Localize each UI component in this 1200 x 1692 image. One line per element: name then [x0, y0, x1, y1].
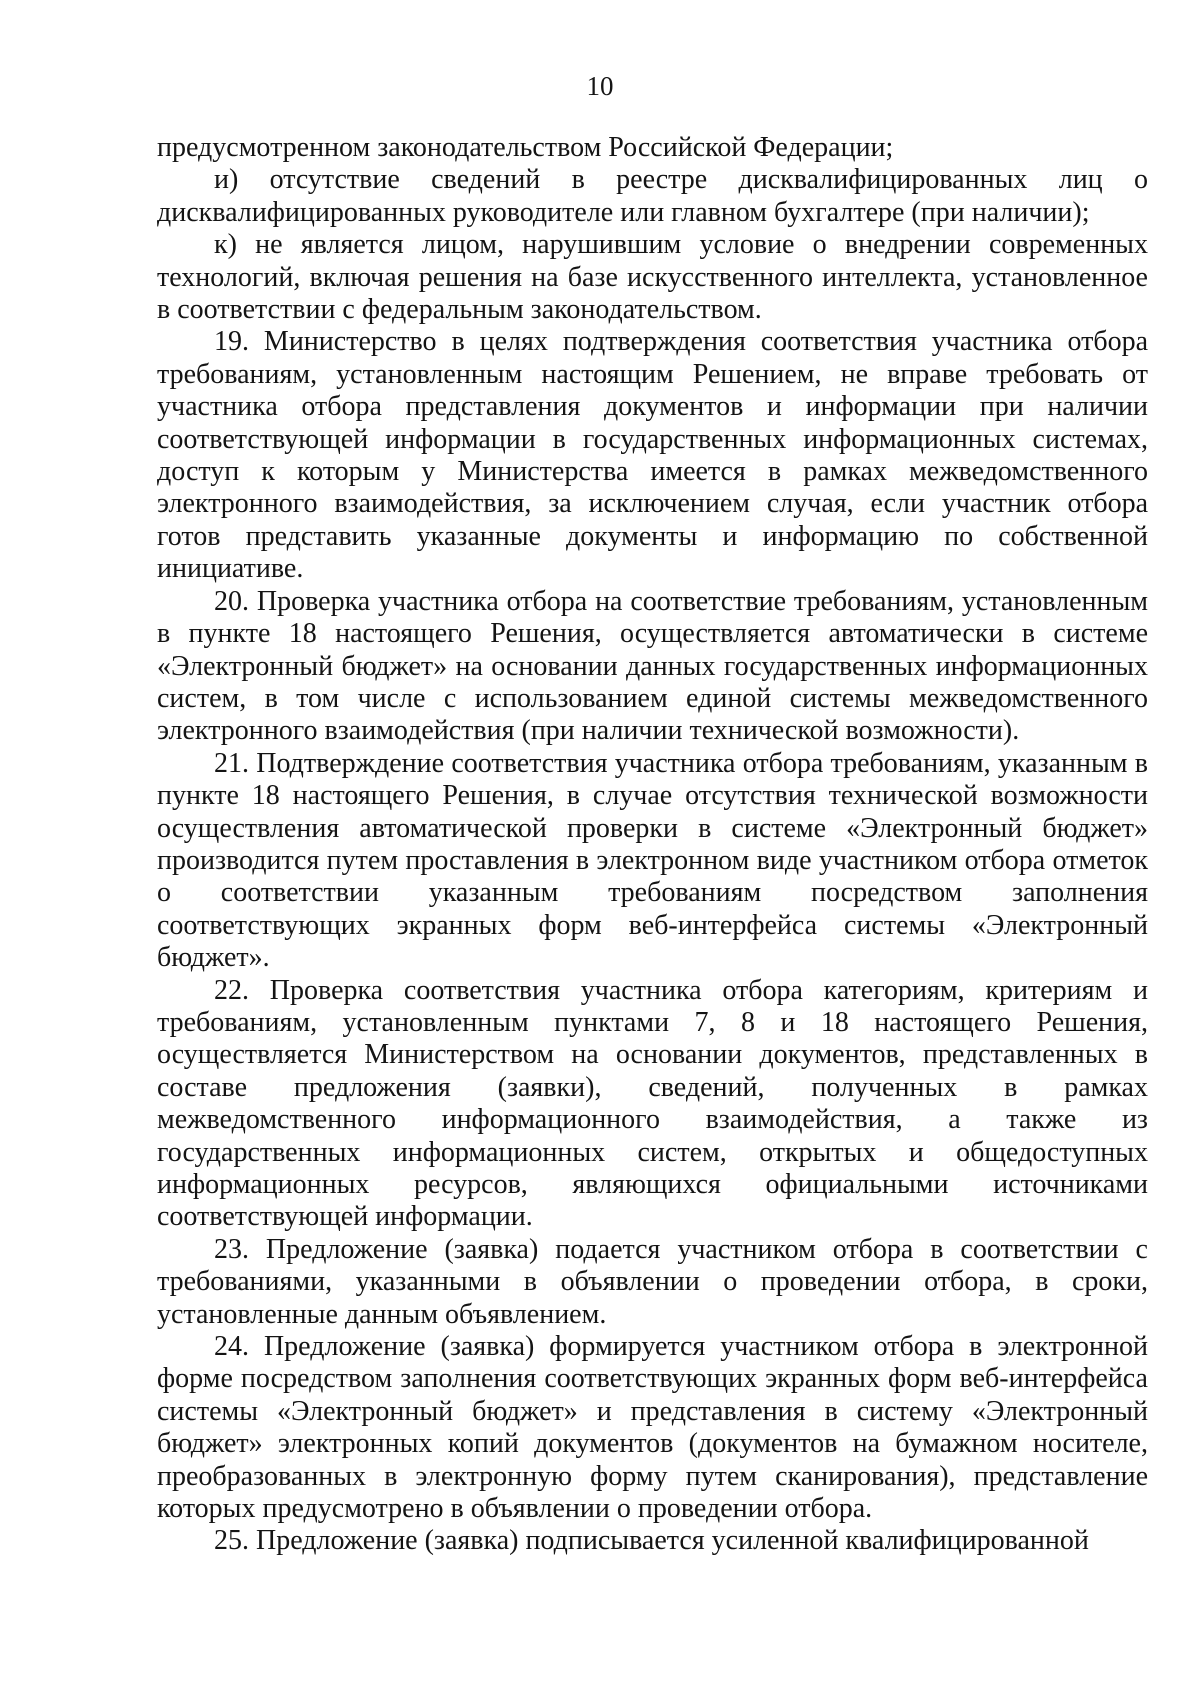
paragraph-23: 23. Предложение (заявка) подается участником отбора в соответствии с требованиями, указанными в объявлении о проведении отбора, в сроки, установленные данным объявлением.	[157, 1233, 1148, 1330]
paragraph-24: 24. Предложение (заявка) формируется участником отбора в электронной форме посредством заполнения соответствующих экранных форм веб-интерфейса системы «Электронный бюджет» и представления в систему «Электронный бюджет» электронных копий документов (документов на бумажном носителе, преобразованных в электронную форму путем сканирования), представление которых предусмотрено в объявлении о проведении отбора.	[157, 1331, 1148, 1525]
paragraph-22: 22. Проверка соответствия участника отбора категориям, критериям и требованиям, установленным пунктами 7, 8 и 18 настоящего Решения, осуществляется Министерством на основании документов, представленных в составе предложения (заявки), сведений, полученных в рамках межведомственного информационного взаимодействия, а также из государственных информационных систем, открытых и общедоступных информационных ресурсов, являющихся официальными источниками соответствующей информации.	[157, 974, 1148, 1233]
document-body	[157, 132, 1148, 1558]
page-number: 10	[586, 71, 614, 101]
paragraph-20: 20. Проверка участника отбора на соответствие требованиям, установленным в пункте 18 настоящего Решения, осуществляется автоматически в системе «Электронный бюджет» на основании данных государственных информационных систем, в том числе с использованием единой системы межведомственного электронного взаимодействия (при наличии технической возможности).	[157, 585, 1148, 747]
paragraph-25: 25. Предложение (заявка) подписывается усиленной квалифицированной	[214, 1525, 1089, 1557]
paragraph-19: 19. Министерство в целях подтверждения соответствия участника отбора требованиям, установленным настоящим Решением, не вправе требовать от участника отбора представления документов и информации при наличии соответствующей информации в государственных информационных системах, доступ к которым у Министерства имеется в рамках межведомственного электронного взаимодействия, за исключением случая, если участник отбора готов представить указанные документы и информацию по собственной инициативе.	[157, 326, 1148, 585]
paragraph-continuation: предусмотренном законодательством Российской Федерации;	[157, 132, 894, 163]
paragraph-21: 21. Подтверждение соответствия участника отбора требованиям, указанным в пункте 18 настоящего Решения, в случае отсутствия технической возможности осуществления автоматической проверки в системе «Электронный бюджет» производится путем проставления в электронном виде участником отбора отметок о соответствии указанным требованиям посредством заполнения соответствующих экранных форм веб-интерфейса системы «Электронный бюджет».	[157, 747, 1148, 974]
paragraph-item-i: и) отсутствие сведений в реестре дисквалифицированных лиц о дисквалифицированных руководителе или главном бухгалтере (при наличии);	[157, 164, 1148, 228]
paragraph-item-k: к) не является лицом, нарушившим условие о внедрении современных технологий, включая решения на базе искусственного интеллекта, установленное в соответствии с федеральным законодательством.	[157, 229, 1148, 326]
